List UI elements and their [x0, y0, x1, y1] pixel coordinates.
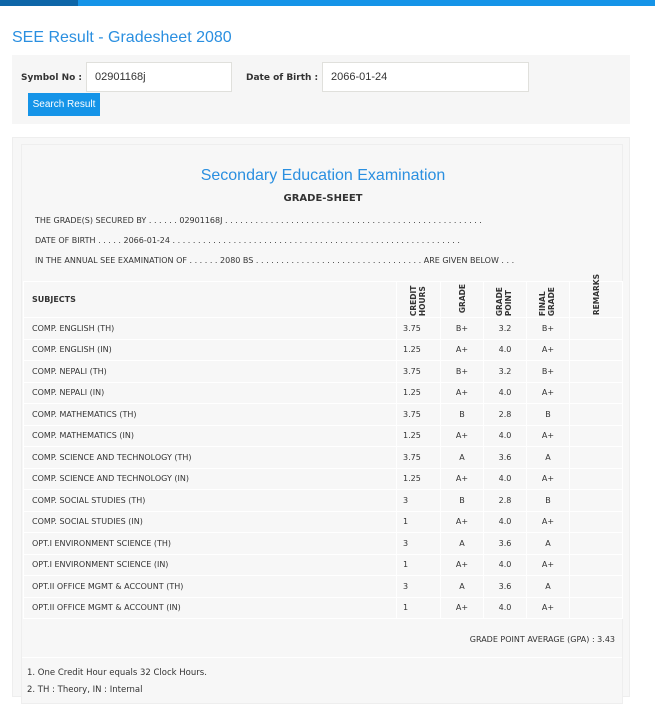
cell-grade-point: 2.8	[484, 404, 527, 426]
cell-subject: OPT.I ENVIRONMENT SCIENCE (IN)	[24, 554, 397, 576]
cell-final-grade: A+	[527, 554, 570, 576]
cell-grade-point: 4.0	[484, 425, 527, 447]
cell-remarks	[570, 382, 623, 404]
table-row	[24, 382, 623, 404]
cell-credit-hours: 1.25	[397, 425, 441, 447]
cell-grade: A+	[441, 382, 484, 404]
cell-grade: A+	[441, 339, 484, 361]
cell-grade-point: 4.0	[484, 382, 527, 404]
col-remarks: REMARKS	[591, 274, 601, 316]
cell-final-grade: A+	[527, 382, 570, 404]
cell-grade-point: 3.2	[484, 318, 527, 340]
cell-subject: COMP. ENGLISH (IN)	[24, 339, 397, 361]
gpa-text: GRADE POINT AVERAGE (GPA) : 3.43	[469, 635, 615, 644]
cell-grade-point: 4.0	[484, 468, 527, 490]
symbol-input[interactable]: 02901168j	[86, 62, 232, 92]
col-credit-hours: CREDIT HOURS	[408, 285, 427, 317]
cell-remarks	[570, 447, 623, 469]
note-1: 1. One Credit Hour equals 32 Clock Hours.	[27, 668, 207, 678]
cell-grade: A+	[441, 597, 484, 619]
cell-subject: COMP. SOCIAL STUDIES (IN)	[24, 511, 397, 533]
table-row	[24, 404, 623, 426]
table-row	[24, 533, 623, 555]
cell-final-grade: A	[527, 533, 570, 555]
cell-subject: COMP. SOCIAL STUDIES (TH)	[24, 490, 397, 512]
search-form	[12, 55, 630, 124]
cell-final-grade: B	[527, 404, 570, 426]
cell-grade-point: 3.2	[484, 361, 527, 383]
cell-final-grade: A+	[527, 511, 570, 533]
cell-grade: A	[441, 576, 484, 598]
cell-grade-point: 2.8	[484, 490, 527, 512]
cell-remarks	[570, 533, 623, 555]
cell-final-grade: B+	[527, 361, 570, 383]
cell-final-grade: A+	[527, 339, 570, 361]
cell-credit-hours: 3	[397, 576, 441, 598]
table-row	[24, 468, 623, 490]
table-row	[24, 447, 623, 469]
cell-grade: A+	[441, 425, 484, 447]
table-row	[24, 339, 623, 361]
cell-grade: A	[441, 533, 484, 555]
cell-grade-point: 3.6	[484, 576, 527, 598]
cell-grade-point: 4.0	[484, 554, 527, 576]
cell-remarks	[570, 554, 623, 576]
sheet-heading: Secondary Education Examination	[200, 167, 446, 184]
cell-final-grade: A+	[527, 468, 570, 490]
table-row	[24, 576, 623, 598]
cell-final-grade: A	[527, 447, 570, 469]
dob-line: DATE OF BIRTH . . . . . 2066-01-24 . . . . . . . . . . . . . . . . . . . . . . . . . . . . . . . . . . . . . . . . . . . . . . . . . . . . . . . . .	[35, 236, 460, 245]
cell-grade-point: 4.0	[484, 597, 527, 619]
cell-credit-hours: 1	[397, 511, 441, 533]
cell-subject: COMP. MATHEMATICS (TH)	[24, 404, 397, 426]
col-final-grade: FINAL GRADE	[538, 287, 556, 317]
table-row	[24, 490, 623, 512]
cell-grade: A+	[441, 554, 484, 576]
cell-remarks	[570, 425, 623, 447]
cell-remarks	[570, 490, 623, 512]
grades-table	[23, 274, 623, 619]
cell-final-grade: A	[527, 576, 570, 598]
cell-subject: OPT.I ENVIRONMENT SCIENCE (TH)	[24, 533, 397, 555]
cell-grade: B	[441, 490, 484, 512]
grade-sheet	[12, 137, 630, 697]
cell-subject: OPT.II OFFICE MGMT & ACCOUNT (IN)	[24, 597, 397, 619]
cell-grade-point: 3.6	[484, 533, 527, 555]
cell-grade: B+	[441, 361, 484, 383]
cell-remarks	[570, 361, 623, 383]
cell-grade: B	[441, 404, 484, 426]
cell-grade-point: 4.0	[484, 339, 527, 361]
sheet-subheading: GRADE-SHEET	[283, 193, 363, 204]
cell-credit-hours: 1.25	[397, 382, 441, 404]
cell-subject: COMP. SCIENCE AND TECHNOLOGY (TH)	[24, 447, 397, 469]
cell-grade-point: 4.0	[484, 511, 527, 533]
secured-by-line: THE GRADE(S) SECURED BY . . . . . . 02901168J . . . . . . . . . . . . . . . . . . . . . . . . . . . . . . . . . . . . . . . . . . . . . . . . . . .	[35, 216, 482, 225]
cell-final-grade: B+	[527, 318, 570, 340]
table-row	[24, 318, 623, 340]
cell-final-grade: A+	[527, 597, 570, 619]
table-row	[24, 511, 623, 533]
cell-credit-hours: 1	[397, 597, 441, 619]
cell-remarks	[570, 339, 623, 361]
symbol-label: Symbol No :	[21, 73, 83, 83]
cell-remarks	[570, 576, 623, 598]
col-grade-point: GRADE POINT	[495, 287, 513, 317]
cell-grade-point: 3.6	[484, 447, 527, 469]
divider	[22, 657, 622, 658]
note-2: 2. TH : Theory, IN : Internal	[27, 685, 143, 695]
table-row	[24, 554, 623, 576]
cell-credit-hours: 3	[397, 490, 441, 512]
dob-label: Date of Birth :	[246, 73, 319, 83]
exam-line: IN THE ANNUAL SEE EXAMINATION OF . . . . . . 2080 BS . . . . . . . . . . . . . . . . . . . . . . . . . . . . . . . . . ARE GIVEN BELOW . . .	[35, 256, 515, 265]
cell-subject: COMP. ENGLISH (TH)	[24, 318, 397, 340]
cell-remarks	[570, 318, 623, 340]
col-subjects: SUBJECTS	[24, 282, 397, 318]
top-bar-accent	[0, 0, 78, 6]
cell-subject: COMP. NEPALI (TH)	[24, 361, 397, 383]
search-result-button[interactable]: Search Result	[28, 93, 100, 116]
cell-credit-hours: 3.75	[397, 361, 441, 383]
cell-remarks	[570, 468, 623, 490]
cell-subject: OPT.II OFFICE MGMT & ACCOUNT (TH)	[24, 576, 397, 598]
cell-subject: COMP. NEPALI (IN)	[24, 382, 397, 404]
table-row	[24, 361, 623, 383]
cell-final-grade: A+	[527, 425, 570, 447]
top-bar	[0, 0, 655, 6]
cell-grade: A	[441, 447, 484, 469]
cell-credit-hours: 1	[397, 554, 441, 576]
cell-grade: A+	[441, 511, 484, 533]
cell-grade: B+	[441, 318, 484, 340]
page-title: SEE Result - Gradesheet 2080	[12, 29, 232, 46]
cell-subject: COMP. SCIENCE AND TECHNOLOGY (IN)	[24, 468, 397, 490]
cell-credit-hours: 3	[397, 533, 441, 555]
cell-credit-hours: 1.25	[397, 468, 441, 490]
col-grade: GRADE	[457, 284, 467, 314]
table-row	[24, 597, 623, 619]
cell-grade: A+	[441, 468, 484, 490]
cell-credit-hours: 3.75	[397, 447, 441, 469]
cell-final-grade: B	[527, 490, 570, 512]
cell-remarks	[570, 597, 623, 619]
cell-credit-hours: 3.75	[397, 318, 441, 340]
cell-credit-hours: 3.75	[397, 404, 441, 426]
cell-subject: COMP. MATHEMATICS (IN)	[24, 425, 397, 447]
cell-remarks	[570, 511, 623, 533]
table-row	[24, 425, 623, 447]
cell-credit-hours: 1.25	[397, 339, 441, 361]
cell-remarks	[570, 404, 623, 426]
dob-input[interactable]: 2066-01-24	[322, 62, 529, 92]
